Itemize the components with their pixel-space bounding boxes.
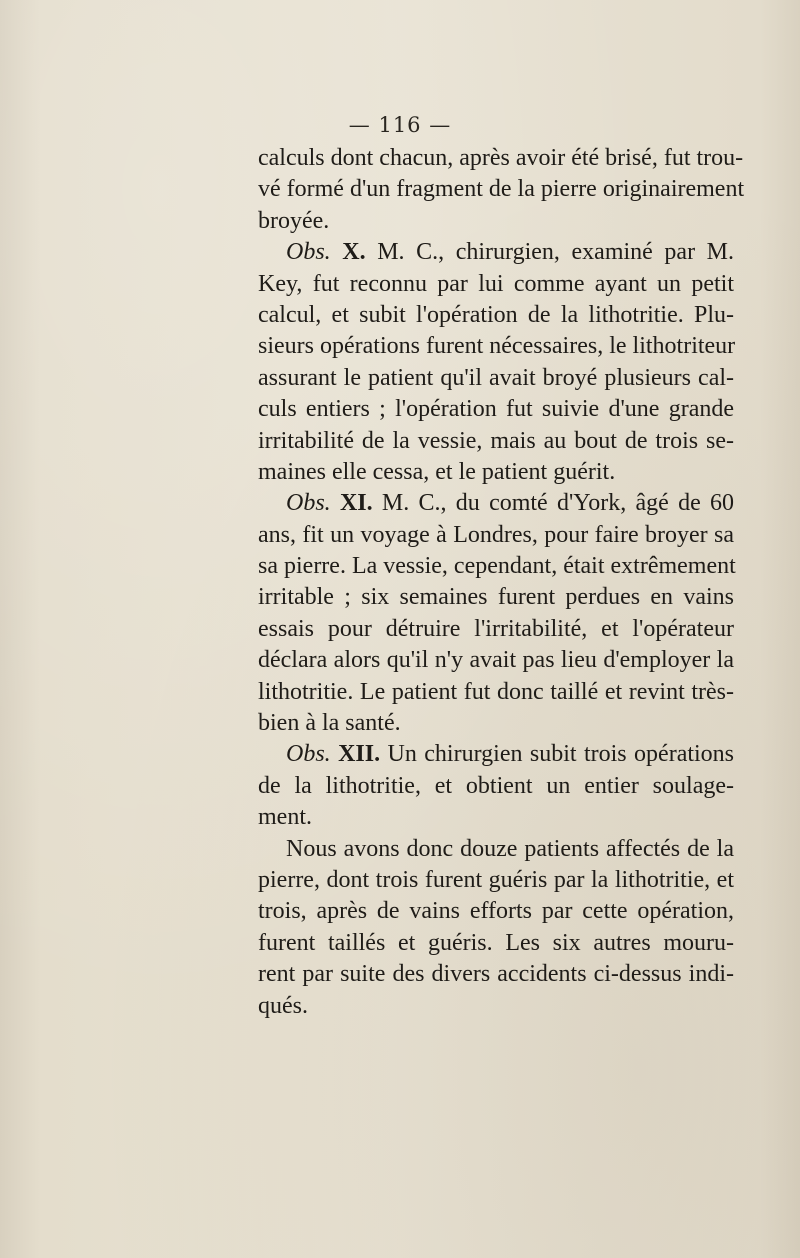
obs-first-line-text: M. C., du comté d'York, âgé de 60 — [381, 490, 735, 517]
text-line: qués. — [258, 992, 308, 1019]
text-line: irritabilité de la vessie, mais au bout de trois se- — [258, 427, 734, 454]
text-line: ans, fit un voyage à Londres, pour faire broyer sa — [258, 521, 734, 548]
observation-x — [258, 237, 734, 488]
obs-number: X. — [342, 239, 366, 266]
obs-number: XI. — [339, 490, 373, 517]
text-line: déclara alors qu'il n'y avait pas lieu d'employer la — [258, 647, 734, 674]
text-line: calcul, et subit l'opération de la lithotritie. Plu- — [258, 301, 734, 328]
text-line: furent taillés et guéris. Les six autres mouru- — [258, 929, 734, 956]
text-line: trois, après de vains efforts par cette opération, — [258, 898, 734, 925]
text-line: calculs dont chacun, après avoir été brisé, fut trou- — [258, 145, 744, 171]
text-line: broyée. — [258, 207, 330, 234]
text-line: vé formé d'un fragment de la pierre originairement — [258, 176, 745, 203]
text-line: maines elle cessa, et le patient guérit. — [258, 458, 616, 485]
obs-label: Obs. — [286, 741, 331, 768]
observation-xii — [258, 739, 734, 833]
observation-heading-line — [258, 739, 734, 770]
page-number: — 116 — — [348, 113, 452, 137]
obs-first-line-text: Un chirurgien subit trois opérations — [387, 741, 735, 768]
text-line: Nous avons donc douze patients affectés de la — [286, 835, 734, 862]
obs-label: Obs. — [286, 239, 331, 266]
text-line: culs entiers ; l'opération fut suivie d'une grande — [258, 396, 734, 423]
obs-label: Obs. — [286, 490, 331, 517]
obs-first-line-text: M. C., chirurgien, examiné par M. — [377, 239, 734, 266]
paragraph-continuation — [258, 143, 745, 237]
text-line: assurant le patient qu'il avait broyé plusieurs cal- — [258, 364, 734, 391]
text-line: pierre, dont trois furent guéris par la lithotritie, et — [258, 866, 734, 893]
summary-paragraph — [258, 834, 734, 1022]
text-line: irritable ; six semaines furent perdues en vains — [258, 584, 734, 611]
text-line: essais pour détruire l'irritabilité, et l'opérateur — [258, 615, 734, 642]
text-line: lithotritie. Le patient fut donc taillé et revint très- — [258, 678, 734, 705]
text-line: sieurs opérations furent nécessaires, le lithotriteur — [258, 333, 736, 360]
observation-heading-line — [258, 488, 734, 519]
body-text — [258, 143, 745, 1022]
observation-xi — [258, 488, 734, 739]
text-line: bien à la santé. — [258, 710, 401, 737]
observation-heading-line — [258, 237, 734, 268]
text-line: sa pierre. La vessie, cependant, était extrêmement — [258, 553, 736, 580]
text-line: Key, fut reconnu par lui comme ayant un petit — [258, 270, 734, 297]
text-line: de la lithotritie, et obtient un entier soulage- — [258, 772, 734, 799]
text-line: ment. — [258, 804, 312, 831]
text-line: rent par suite des divers accidents ci-dessus indi- — [258, 961, 734, 988]
obs-number: XII. — [338, 741, 381, 768]
